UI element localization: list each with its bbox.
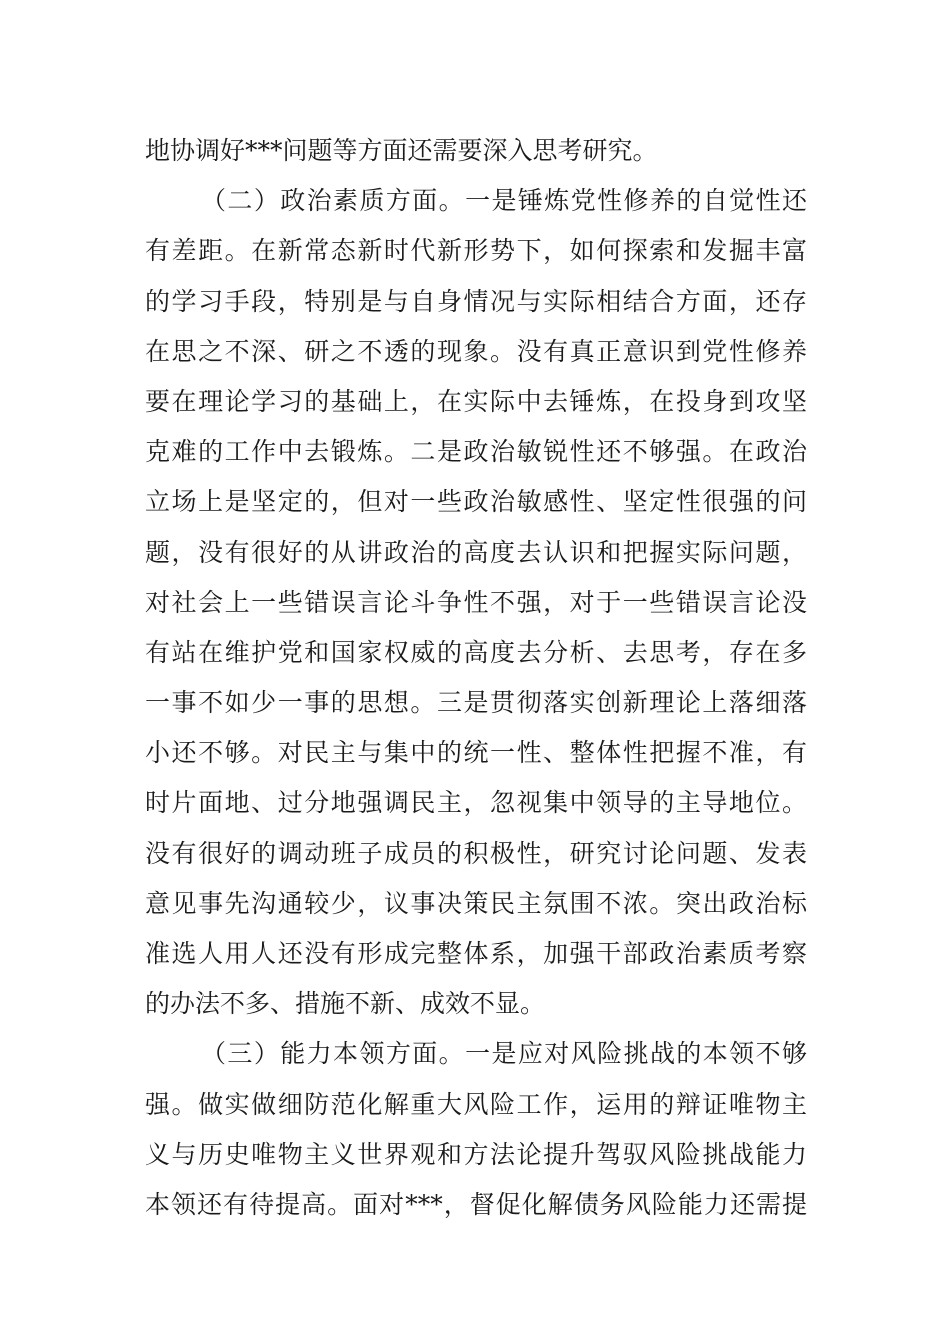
- text-line: 立场上是坚定的，但对一些政治敏感性、坚定性很强的问: [145, 487, 807, 517]
- text-line: 小还不够。对民主与集中的统一性、整体性把握不准，有: [145, 738, 807, 768]
- text-line: 要在理论学习的基础上，在实际中去锤炼，在投身到攻坚: [145, 386, 807, 416]
- text-line: 克难的工作中去锻炼。二是政治敏锐性还不够强。在政治: [145, 437, 807, 467]
- text-line: 一事不如少一事的思想。三是贯彻落实创新理论上落细落: [145, 688, 807, 718]
- text-line: 地协调好***问题等方面还需要深入思考研究。: [145, 136, 658, 165]
- text-line: 意见事先沟通较少，议事决策民主氛围不浓。突出政治标: [145, 888, 807, 918]
- text-line: 对社会上一些错误言论斗争性不强，对于一些错误言论没: [145, 587, 807, 617]
- text-line: （二）政治素质方面。一是锤炼党性修养的自觉性还: [201, 186, 807, 216]
- text-line: 的办法不多、措施不新、成效不显。: [145, 989, 546, 1019]
- text-line: 没有很好的调动班子成员的积极性，研究讨论问题、发表: [145, 838, 807, 868]
- text-line: 的学习手段，特别是与自身情况与实际相结合方面，还存: [145, 286, 807, 316]
- text-line: 有站在维护党和国家权威的高度去分析、去思考，存在多: [145, 637, 807, 667]
- text-line: 时片面地、过分地强调民主，忽视集中领导的主导地位。: [145, 788, 807, 818]
- text-line: 在思之不深、研之不透的现象。没有真正意识到党性修养: [145, 336, 807, 366]
- text-line: 本领还有待提高。面对***，督促化解债务风险能力还需提: [145, 1189, 807, 1219]
- text-line: 题，没有很好的从讲政治的高度去认识和把握实际问题，: [145, 537, 807, 567]
- text-line: 义与历史唯物主义世界观和方法论提升驾驭风险挑战能力: [145, 1139, 807, 1169]
- text-line: 有差距。在新常态新时代新形势下，如何探索和发掘丰富: [145, 236, 807, 266]
- text-line: （三）能力本领方面。一是应对风险挑战的本领不够: [201, 1039, 807, 1069]
- text-line: 强。做实做细防范化解重大风险工作，运用的辩证唯物主: [145, 1089, 807, 1119]
- text-line: 准选人用人还没有形成完整体系，加强干部政治素质考察: [145, 939, 807, 968]
- body-text: [145, 126, 807, 1230]
